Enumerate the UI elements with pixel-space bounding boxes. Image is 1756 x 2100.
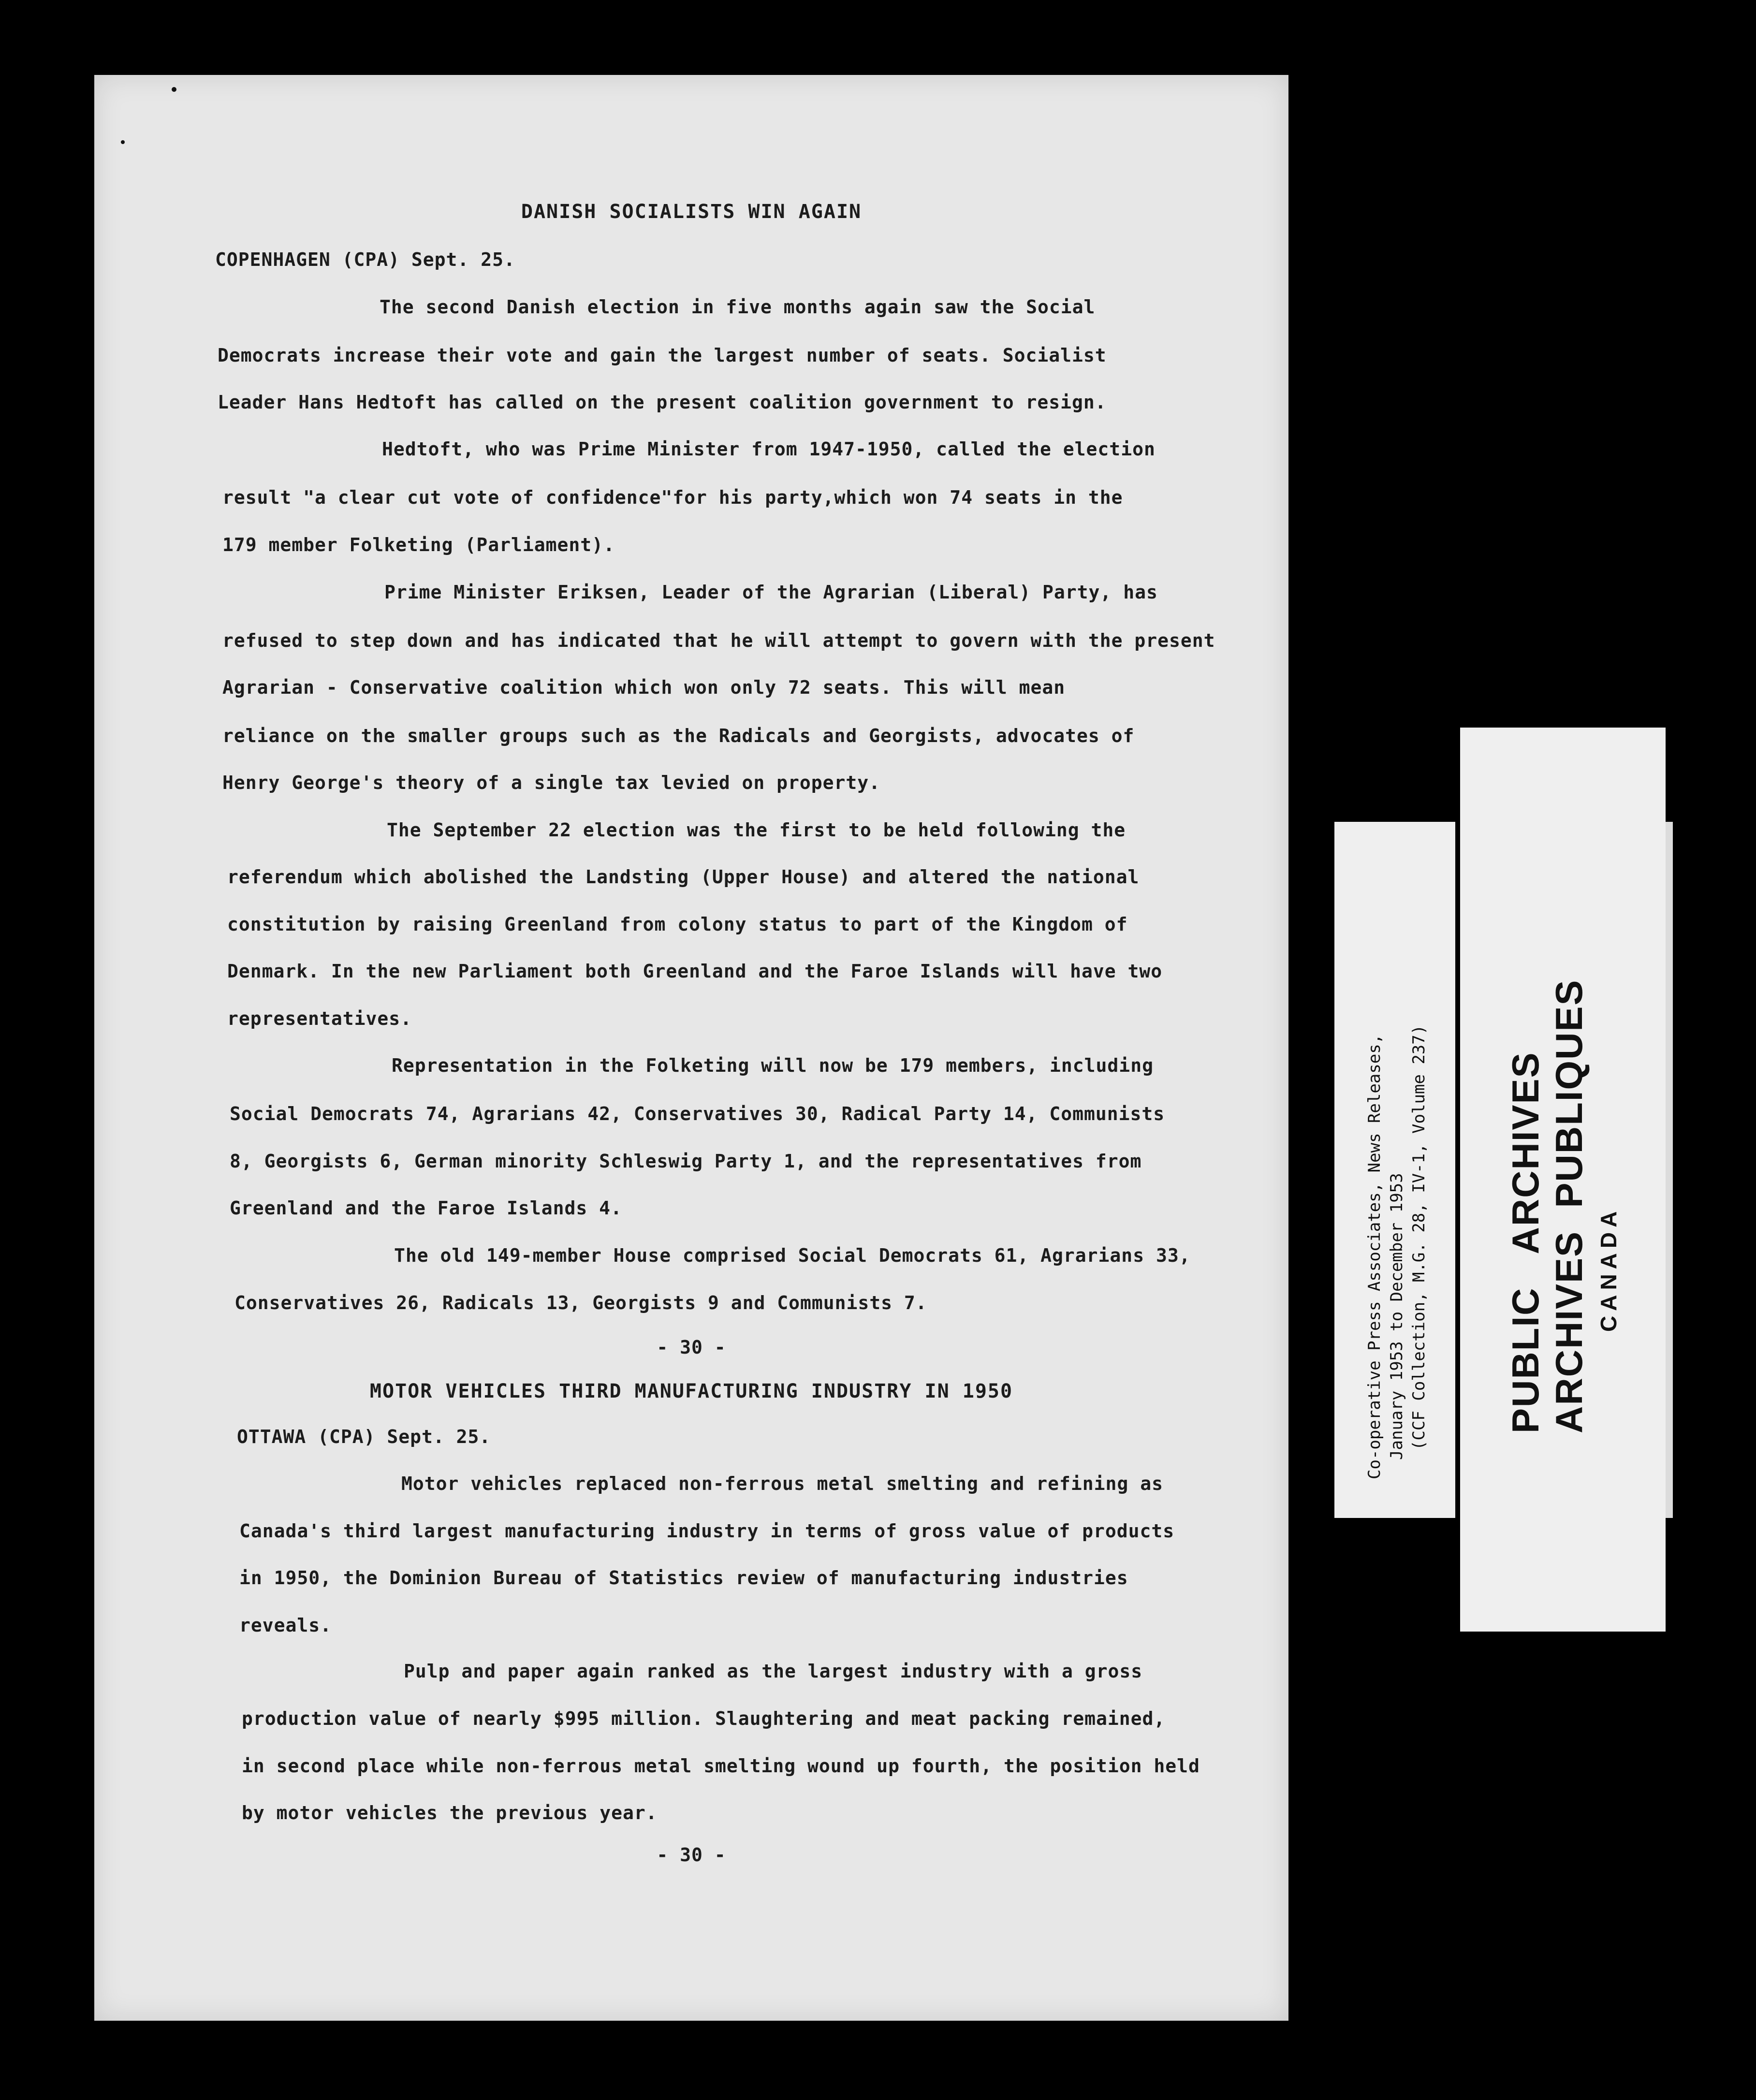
archives-line-en: PUBLIC ARCHIVES [1504, 1051, 1547, 1433]
body-line: representatives. [227, 1008, 412, 1029]
archives-label-text [1504, 979, 1622, 1433]
dateline-1: COPENHAGEN (CPA) Sept. 25. [215, 249, 515, 270]
page-marker-2: - 30 - [657, 1844, 726, 1866]
dateline-2: OTTAWA (CPA) Sept. 25. [237, 1426, 491, 1447]
body-line: in second place while non-ferrous metal smelting wound up fourth, the position held [242, 1755, 1200, 1777]
archives-line-country: CANADA [1596, 1206, 1621, 1332]
collection-line: Co-operative Press Associates, News Releases, [1365, 1034, 1384, 1479]
body-line: Denmark. In the new Parliament both Greenland and the Faroe Islands will have two [227, 961, 1163, 982]
body-line: in 1950, the Dominion Bureau of Statistics review of manufacturing industries [239, 1567, 1128, 1589]
body-line: The second Danish election in five months again saw the Social [380, 296, 1096, 318]
document-text [94, 75, 1288, 2021]
collection-line: January 1953 to December 1953 [1387, 1173, 1406, 1460]
body-line: Henry George's theory of a single tax levied on property. [222, 772, 881, 793]
document-page [94, 75, 1288, 2021]
page-marker-1: - 30 - [657, 1337, 726, 1358]
archives-label-card [1460, 728, 1666, 1632]
article-title-2: MOTOR VEHICLES THIRD MANUFACTURING INDUSTRY IN 1950 [369, 1380, 1013, 1402]
body-line: Conservatives 26, Radicals 13, Georgists 9 and Communists 7. [234, 1292, 927, 1313]
collection-line: (CCF Collection, M.G. 28, IV-1, Volume 237) [1409, 1024, 1429, 1450]
body-line: Agrarian - Conservative coalition which won only 72 seats. This will mean [222, 677, 1066, 698]
body-line: result "a clear cut vote of confidence"for his party,which won 74 seats in the [222, 487, 1123, 508]
body-line: Motor vehicles replaced non-ferrous metal smelting and refining as [401, 1473, 1163, 1494]
body-line: The old 149-member House comprised Social Democrats 61, Agrarians 33, [394, 1245, 1191, 1266]
archives-line-fr: ARCHIVES PUBLIQUES [1548, 979, 1590, 1433]
body-line: Prime Minister Eriksen, Leader of the Agrarian (Liberal) Party, has [384, 582, 1158, 603]
body-line: referendum which abolished the Landsting (Upper House) and altered the national [227, 866, 1140, 888]
collection-reference-card [1334, 822, 1455, 1518]
body-line: Greenland and the Faroe Islands 4. [230, 1197, 622, 1219]
body-line: Leader Hans Hedtoft has called on the present coalition government to resign. [218, 392, 1107, 413]
body-line: Pulp and paper again ranked as the largest industry with a gross [404, 1661, 1143, 1682]
film-speck [172, 87, 176, 92]
film-speck [121, 140, 125, 144]
body-line: reveals. [239, 1615, 332, 1636]
body-line: refused to step down and has indicated that he will attempt to govern with the present [222, 630, 1215, 651]
body-line: Social Democrats 74, Agrarians 42, Conservatives 30, Radical Party 14, Communists [230, 1103, 1165, 1124]
body-line: 179 member Folketing (Parliament). [222, 534, 615, 555]
body-line: constitution by raising Greenland from colony status to part of the Kingdom of [227, 914, 1128, 935]
body-line: reliance on the smaller groups such as the Radicals and Georgists, advocates of [222, 725, 1135, 746]
body-line: Representation in the Folketing will now be 179 members, including [392, 1055, 1154, 1076]
body-line: by motor vehicles the previous year. [242, 1802, 658, 1823]
body-line: 8, Georgists 6, German minority Schleswig Party 1, and the representatives from [230, 1151, 1142, 1172]
body-line: production value of nearly $995 million. Slaughtering and meat packing remained, [242, 1708, 1166, 1729]
body-line: Canada's third largest manufacturing industry in terms of gross value of products [239, 1520, 1175, 1542]
card-edge [1666, 822, 1673, 1518]
body-line: Hedtoft, who was Prime Minister from 1947-1950, called the election [382, 438, 1156, 460]
body-line: The September 22 election was the first to be held following the [387, 819, 1126, 841]
collection-reference-text [1363, 1025, 1430, 1479]
body-line: Democrats increase their vote and gain the largest number of seats. Socialist [218, 345, 1107, 366]
article-title-1: DANISH SOCIALISTS WIN AGAIN [521, 201, 862, 223]
